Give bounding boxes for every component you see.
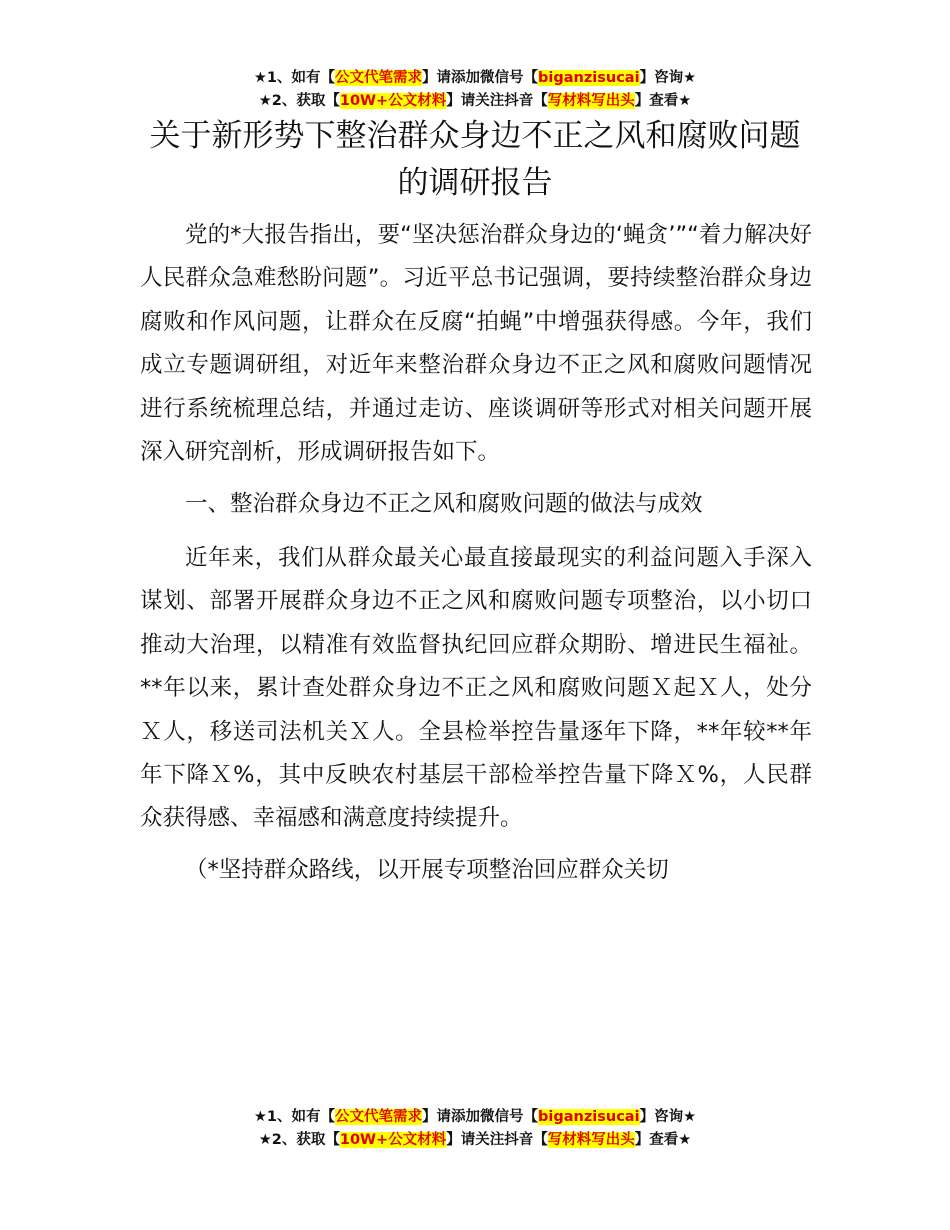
promo-line-1-suffix: 】咨询★ [639,70,697,86]
document-title: 关于新形势下整治群众身边不正之风和腐败问题的调研报告 [149,118,801,201]
section-heading: 一、整治群众身边不正之风和腐败问题的做法与成效 [185,491,703,518]
promo-footer-line-1-middle: 】请添加微信号【 [422,1109,539,1125]
promo-line-1-prefix: ★1、如有【 [253,70,336,86]
promo-footer-line-1 [0,1106,950,1129]
promo-line-2 [0,90,950,113]
promo-footer-highlight-douyin: 写材料写出头 [547,1132,635,1148]
promo-line-1-middle: 】请添加微信号【 [422,70,539,86]
promo-line-2-prefix: ★2、获取【 [258,93,340,109]
promo-footer-line-1-prefix: ★1、如有【 [253,1109,336,1125]
promo-highlight-wechat-id: biganzisucai [538,70,640,86]
promo-line-2-middle: 】请关注抖音【 [446,93,548,109]
promo-footer-line-2-prefix: ★2、获取【 [258,1132,340,1148]
paragraph-intro: 党的*大报告指出，要“坚决惩治群众身边的‘蝇贪’”“着力解决好人民群众急难愁盼问题”。习近平总书记强调，要持续整治群众身边腐败和作风问题，让群众在反腐“拍蝇”中增强获得感。今年，我们成立专题调研组，对近年来整治群众身边不正之风和腐败问题情况进行系统梳理总结，并通过走访、座谈调研等形式对相关问题开展深入研究剖析，形成调研报告如下。 [140,222,812,466]
promo-highlight-materials: 10W+公文材料 [339,93,447,109]
promo-line-1 [0,67,950,90]
promo-header [0,67,950,113]
promo-footer-highlight-wechat-id: biganzisucai [538,1109,640,1125]
promo-footer-highlight-materials: 10W+公文材料 [339,1132,447,1148]
promo-footer-line-2-middle: 】请关注抖音【 [446,1132,548,1148]
promo-footer-line-2-suffix: 】查看★ [634,1132,692,1148]
promo-footer-highlight-service: 公文代笔需求 [335,1109,423,1125]
promo-footer [0,1106,950,1152]
promo-line-2-suffix: 】查看★ [634,93,692,109]
paragraph-achievements: 近年来，我们从群众最关心最直接最现实的利益问题入手深入谋划、部署开展群众身边不正之风和腐败问题专项整治，以小切口推动大治理，以精准有效监督执纪回应群众期盼、增进民生福祉。**年以来，累计查处群众身边不正之风和腐败问题Ｘ起Ｘ人，处分Ｘ人，移送司法机关Ｘ人。全县检举控告量逐年下降，**年较**年年下降Ｘ%，其中反映农村基层干部检举控告量下降Ｘ%，人民群众获得感、幸福感和满意度持续提升。 [140,544,812,832]
document-body [140,214,812,901]
promo-footer-line-1-suffix: 】咨询★ [639,1109,697,1125]
paragraph-subheading: （*坚持群众路线，以开展专项整治回应群众关切 [185,857,669,884]
promo-footer-line-2 [0,1129,950,1152]
promo-highlight-service: 公文代笔需求 [335,70,423,86]
promo-highlight-douyin: 写材料写出头 [547,93,635,109]
